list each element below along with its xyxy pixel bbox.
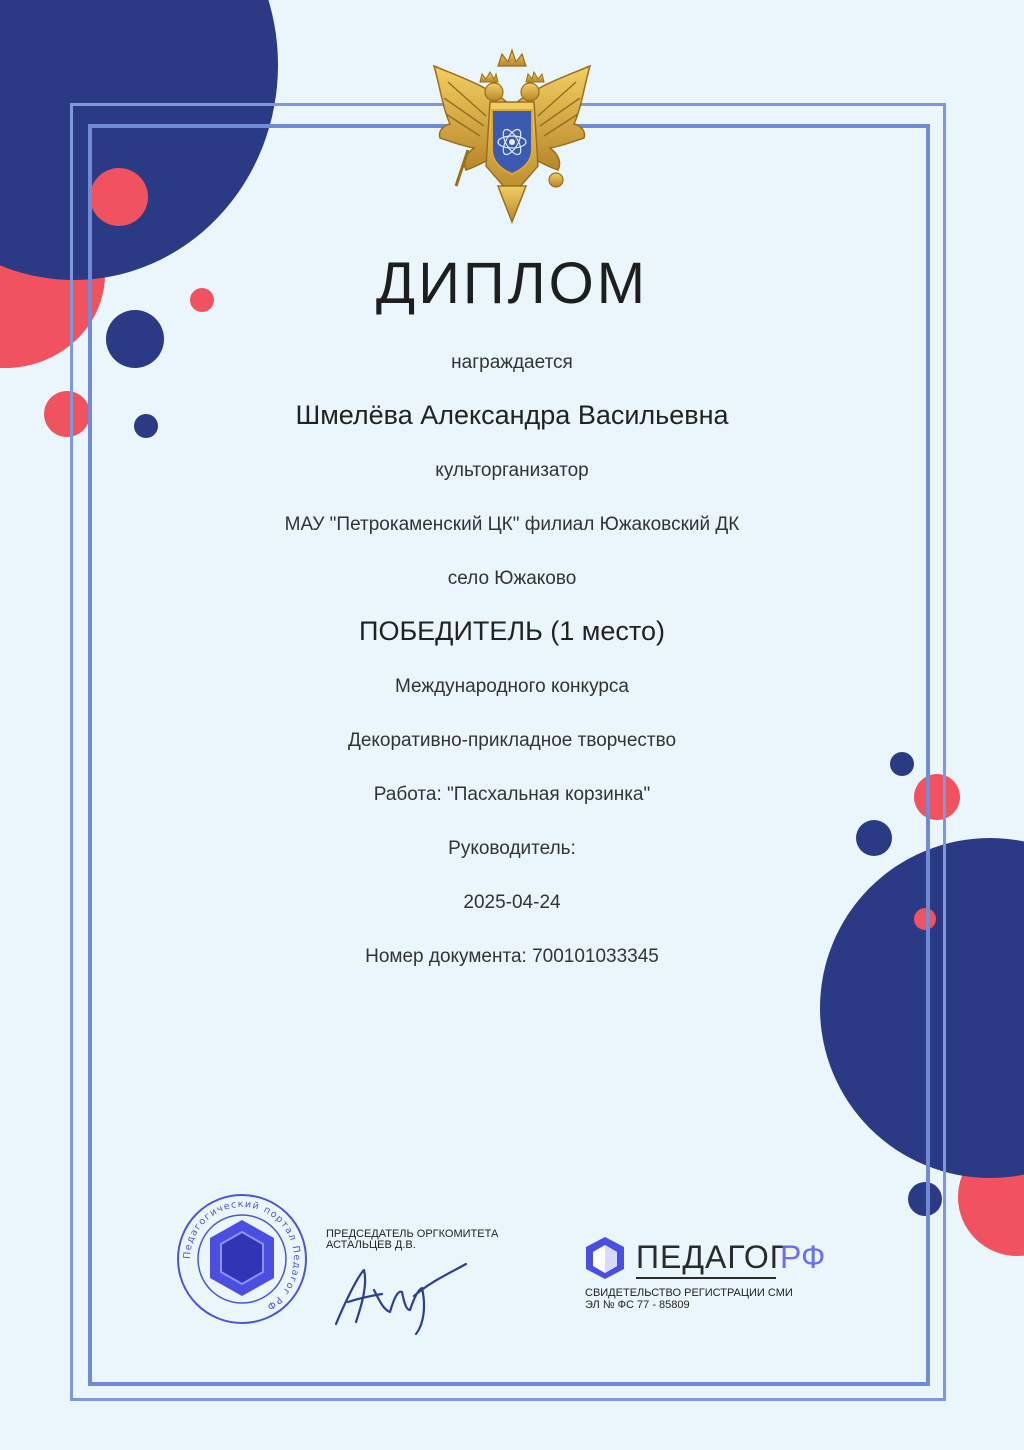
contest-category: Декоративно-прикладное творчество [347, 730, 677, 751]
pedagog-rf-logo [584, 1235, 844, 1285]
document-number: Номер документа: 700101033345 [365, 946, 659, 967]
logo-accent-text: РФ [780, 1239, 826, 1275]
supervisor-label: Руководитель: [448, 838, 576, 859]
diploma-title: ДИПЛОМ [375, 251, 649, 316]
hexagon-logo-icon [584, 1235, 626, 1281]
seal-text: Педагогический портал Педагог РФ [181, 1198, 303, 1313]
work-title: Работа: "Пасхальная корзинка" [373, 784, 651, 805]
diploma-date: 2025-04-24 [463, 892, 561, 913]
chair-name: АСТАЛЬЦЕВ Д.В. [326, 1239, 416, 1251]
contest-name: Международного конкурса [394, 676, 629, 697]
chair-title: ПРЕДСЕДАТЕЛЬ ОРГКОМИТЕТА [326, 1228, 499, 1240]
recipient-organization: МАУ "Петрокаменский ЦК" филиал Южаковский ДК [284, 514, 740, 535]
signature-icon [330, 1250, 470, 1335]
award-title: ПОБЕДИТЕЛЬ (1 место) [359, 616, 665, 646]
round-seal-icon [175, 1192, 309, 1326]
awarded-label: награждается [451, 352, 573, 373]
recipient-name: Шмелёва Александра Васильевна [295, 400, 729, 430]
recipient-position: культорганизатор [435, 460, 589, 481]
russian-coat-of-arms-icon [428, 46, 596, 224]
recipient-locality: село Южаково [447, 568, 577, 589]
logo-main-text: ПЕДАГОГ [636, 1239, 789, 1275]
chair-block [326, 1229, 498, 1251]
registration-block [585, 1287, 793, 1311]
logo-underline [636, 1277, 776, 1279]
registration-line-1: СВИДЕТЕЛЬСТВО РЕГИСТРАЦИИ СМИ [585, 1287, 793, 1299]
registration-line-2: ЭЛ № ФС 77 - 85809 [585, 1299, 690, 1311]
